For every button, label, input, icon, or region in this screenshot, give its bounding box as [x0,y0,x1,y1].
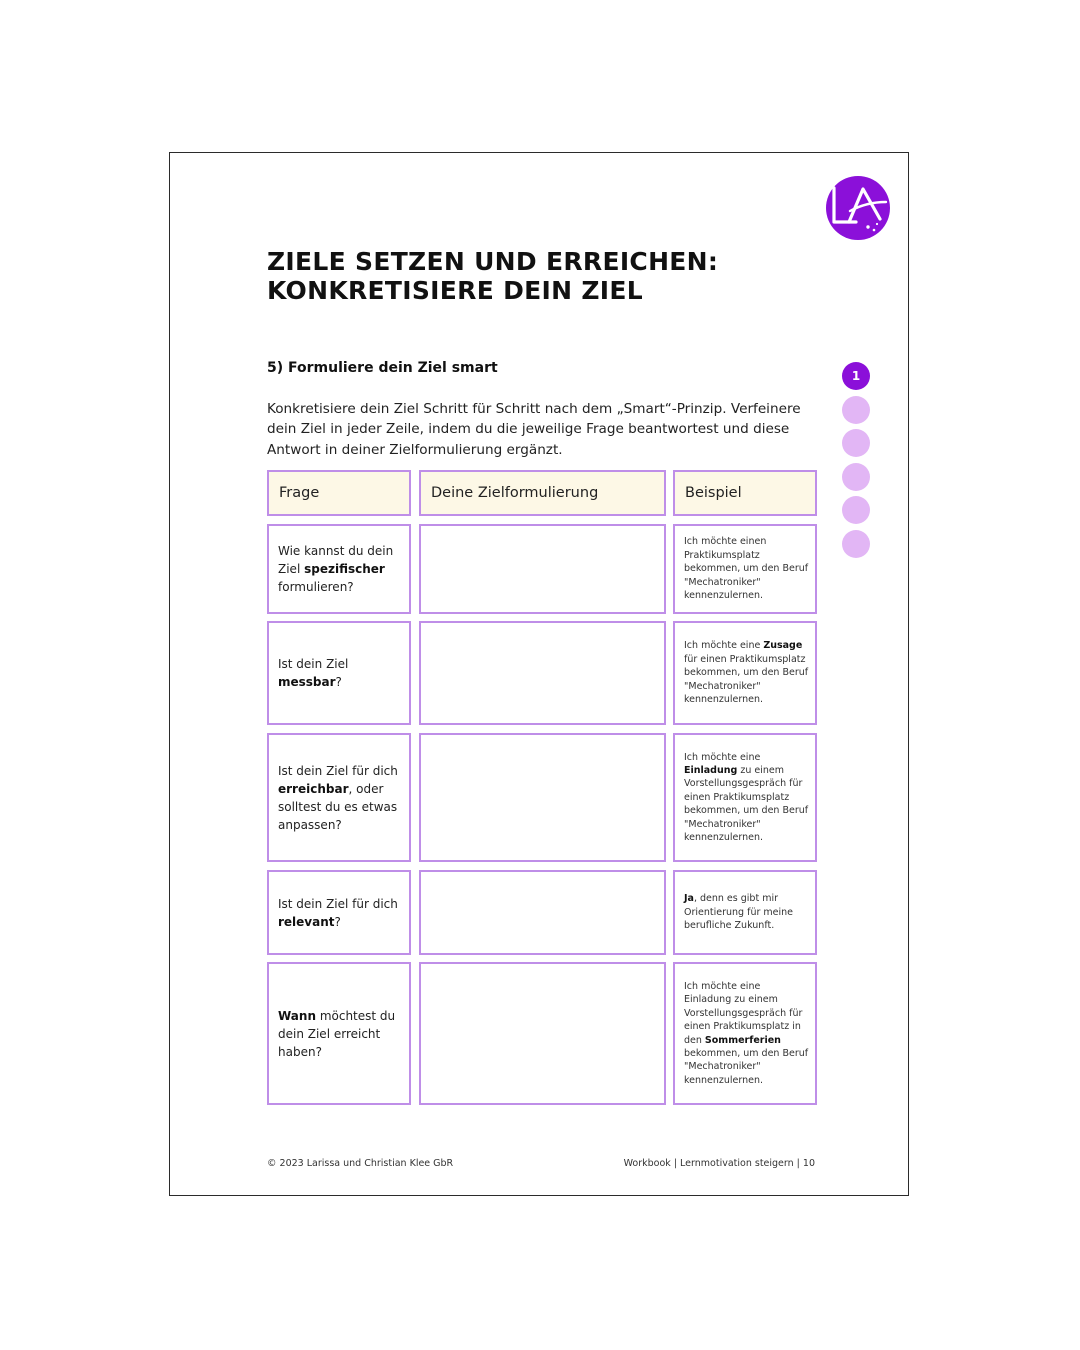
answer-field-relevant[interactable] [419,870,666,955]
answer-field-terminiert[interactable] [419,962,666,1105]
footer-copyright: © 2023 Larissa und Christian Klee GbR [267,1158,454,1169]
title-line-1: ZIELE SETZEN UND ERREICHEN: [267,247,719,276]
example-text: Ich möchte eine Zusage für einen Praktikumsplatz bekommen, um den Beruf "Mechatroniker" kennenzulernen. [684,640,809,706]
progress-dot [842,429,870,457]
intro-text: Konkretisiere dein Ziel Schritt für Schritt nach dem „Smart“-Prinzip. Verfeinere dein Ziel in jeder Zeile, indem du die jeweilige Frage beantwortest und diese Antwort in deiner Zielformulierung ergänzt. [267,401,801,458]
header-zielformulierung: Deine Zielformulierung [419,470,666,516]
question-messbar [267,621,411,725]
question-text: Wie kannst du dein Ziel spezifischer formulieren? [278,544,394,594]
question-relevant [267,870,411,955]
la-logo-icon [825,175,891,241]
question-spezifisch [267,524,411,614]
answer-field-spezifisch[interactable] [419,524,666,614]
example-spezifisch [673,524,817,614]
header-frage: Frage [267,470,411,516]
question-erreichbar [267,733,411,862]
answer-field-messbar[interactable] [419,621,666,725]
answer-field-erreichbar[interactable] [419,733,666,862]
header-beispiel: Beispiel [673,470,817,516]
progress-dot-active: 1 [842,362,870,390]
title-line-2: KONKRETISIERE DEIN ZIEL [267,276,643,305]
section-heading: 5) Formuliere dein Ziel smart [267,360,498,376]
progress-dot [842,463,870,491]
example-text: Ich möchte eine Einladung zu einem Vorstellungsgespräch für einen Praktikumsplatz in den Sommerferien bekommen, um den Beruf "Mechatroniker" kennenzulernen. [684,980,809,1086]
example-text: Ich möchte einen Praktikumsplatz bekommen, um den Beruf "Mechatroniker" kennenzulernen. [684,536,809,602]
progress-dots [842,362,872,563]
example-text: Ja, denn es gibt mir Orientierung für meine berufliche Zukunft. [684,893,793,932]
page-title [267,247,718,305]
example-text: Ich möchte eine Einladung zu einem Vorstellungsgespräch für einen Praktikumsplatz bekommen, um den Beruf "Mechatroniker" kennenzulernen. [684,751,809,844]
workbook-page [169,152,909,1196]
progress-dot [842,496,870,524]
question-text: Ist dein Ziel für dich erreichbar, oder solltest du es etwas anpassen? [278,763,398,832]
example-relevant [673,870,817,955]
footer-page-info: Workbook | Lernmotivation steigern | 10 [623,1158,815,1169]
example-messbar [673,621,817,725]
example-erreichbar [673,733,817,862]
progress-dot [842,530,870,558]
question-text: Ist dein Ziel messbar? [278,657,349,689]
question-text: Ist dein Ziel für dich relevant? [278,896,398,929]
example-terminiert [673,962,817,1105]
question-text: Wann möchtest du dein Ziel erreicht haben? [278,1008,396,1059]
question-terminiert [267,962,411,1105]
progress-dot [842,396,870,424]
